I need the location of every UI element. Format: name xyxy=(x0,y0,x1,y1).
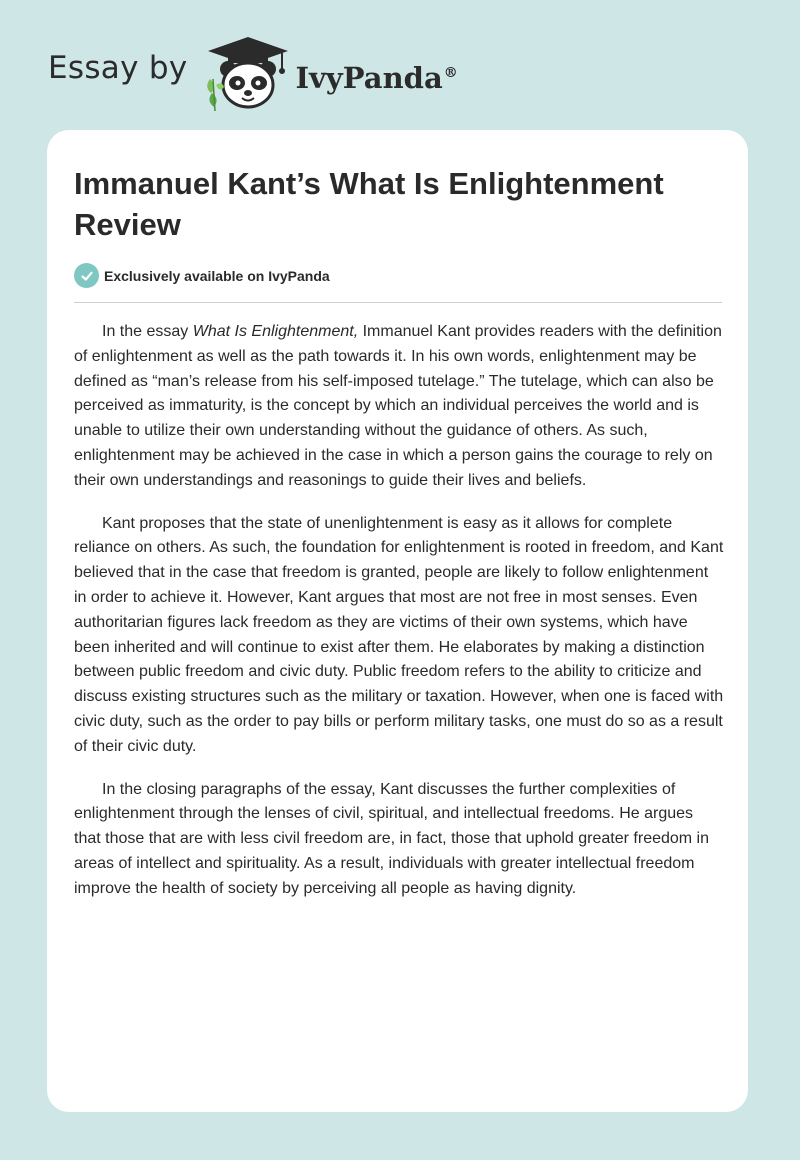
paragraph-1-rest: Immanuel Kant provides readers with the definition of enlightenment as well as the path towards it. In his own words, enlightenment may be defined as “man’s release from his self-imposed tutelage.” The tutelage, which can also be perceived as immaturity, is the concept by which an individual perceives the world and is unable to utilize their own understanding without the guidance of others. As such, enlightenment may be achieved in the case in which a person gains the courage to rely on their own understandings and reasonings to guide their lives and beliefs. xyxy=(74,323,722,489)
exclusive-badge xyxy=(74,263,330,288)
panda-mascot-icon xyxy=(202,35,294,113)
paragraph-1-lead: In the essay xyxy=(102,323,193,340)
page-title: Immanuel Kant’s What Is Enlightenment Review xyxy=(74,166,664,242)
paragraph-1 xyxy=(74,320,724,494)
checkmark-icon xyxy=(74,263,99,288)
essay-card xyxy=(47,130,748,1112)
brand-name xyxy=(296,61,458,95)
paragraph-2: Kant proposes that the state of unenlightenment is easy as it allows for complete reliance on others. As such, the foundation for enlightenment is rooted in freedom, and Kant believed that in the case that freedom is granted, people are likely to follow enlightenment in order to achieve it. However, Kant argues that most are not free in most senses. Even authoritarian figures lack freedom as they are victims of their own systems, which have been inherited and will continue to exist after them. He elaborates by making a distinction between public freedom and civic duty. Public freedom refers to the ability to criticize and discuss existing structures such as the military or taxation. However, when one is faced with civic duty, such as the order to pay bills or perform military tasks, one must do so as a result of their civic duty. xyxy=(74,514,724,755)
registered-mark: ® xyxy=(443,65,458,82)
brand-prefix: Essay by xyxy=(48,50,188,86)
brand-name-text: IvyPanda xyxy=(295,61,443,95)
site-logo[interactable] xyxy=(48,34,458,114)
paragraph-3: In the closing paragraphs of the essay, Kant discusses the further complexities of enlightenment through the lenses of civil, spiritual, and intellectual freedoms. He argues that those that are with less civil freedom are, in fact, those that uphold greater freedom in areas of intellect and spirituality. As a result, individuals with greater intellectual freedom improve the health of society by perceiving all people as having dignity. xyxy=(74,780,710,897)
essay-title-emphasis: What Is Enlightenment, xyxy=(192,323,359,340)
exclusive-label: Exclusively available on IvyPanda xyxy=(104,267,330,284)
divider xyxy=(74,302,722,303)
essay-body xyxy=(74,320,724,920)
